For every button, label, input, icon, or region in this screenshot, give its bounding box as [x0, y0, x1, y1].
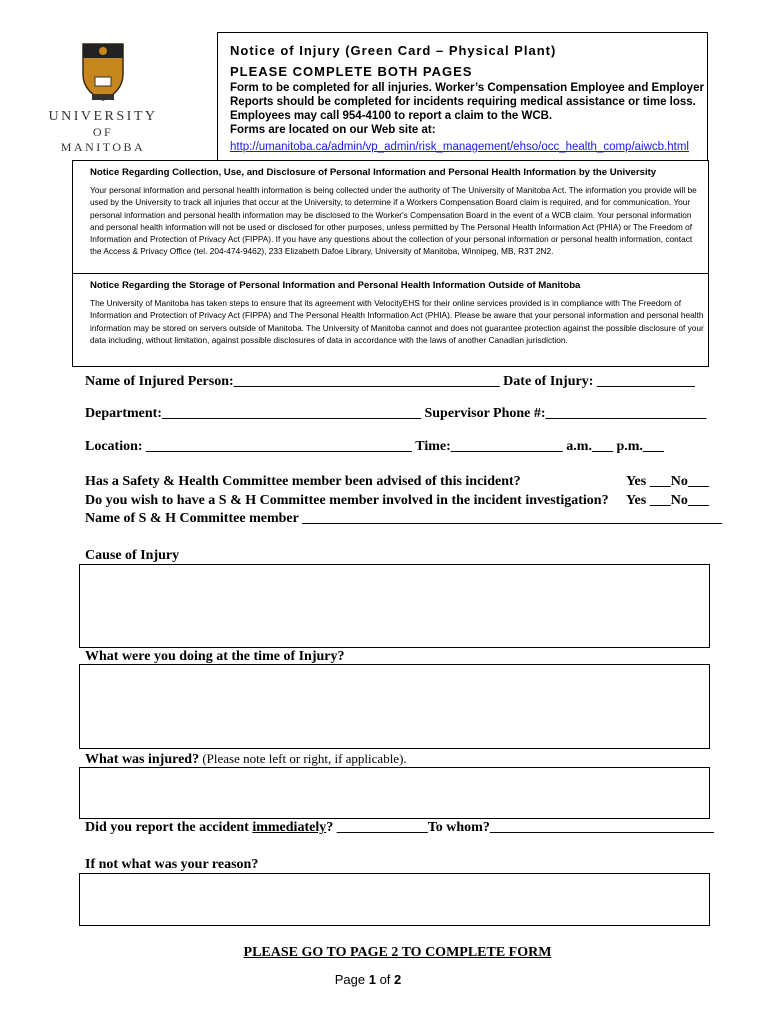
- doing-label: What were you doing at the time of Injury?: [85, 649, 345, 664]
- injured-textarea[interactable]: [79, 767, 710, 819]
- q-committee-advised: Has a Safety & Health Committee member been advised of this incident?: [85, 474, 521, 489]
- report-text-end: ? _____________To whom?________________________________: [326, 820, 714, 835]
- page-current: 1: [368, 972, 376, 987]
- name-date-field[interactable]: Name of Injured Person:______________________________________ Date of Injury: ______________: [85, 374, 695, 389]
- notice2-title: Notice Regarding the Storage of Personal Information and Personal Health Information Outside of Manitoba: [90, 280, 581, 291]
- department-phone-field[interactable]: Department:_____________________________________ Supervisor Phone #:_______________________: [85, 406, 707, 421]
- header-box: [217, 32, 708, 160]
- logo-line1: UNIVERSITY: [48, 109, 158, 124]
- notice2-body: The University of Manitoba has taken steps to ensure that its agreement with VelocityEHS for their online services provided is in compliance with The Freedom of Information and Protection of Privacy Act (FIPPA) and The Personal Health Information Act (PHIA). Please be aware that your personal information and personal health information may be stored on servers outside of Manitoba. The University of Manitoba cannot and does not guarantee protection against the possible disclosure of your data including, without limitation, against possible disclosures of data in accordance with the laws of another Canadian jurisdiction.: [90, 298, 704, 345]
- injured-label-text: What was injured?: [85, 752, 200, 767]
- form-title: Notice of Injury (Green Card – Physical Plant): [230, 43, 557, 58]
- header-line: Reports should be completed for incidents requiring medical assistance or time loss.: [230, 96, 696, 108]
- q2-yes-no[interactable]: Yes ___No___: [626, 493, 709, 508]
- cause-textarea[interactable]: [79, 564, 710, 648]
- injured-label: [85, 751, 407, 768]
- q-committee-involved: Do you wish to have a S & H Committee member involved in the incident investigation?: [85, 493, 609, 508]
- crest-icon: [78, 42, 128, 104]
- notice1-title: Notice Regarding Collection, Use, and Disclosure of Personal Information and Personal Health Information by the University: [90, 167, 657, 178]
- header-line: Forms are located on our Web site at:: [230, 124, 436, 136]
- forms-link[interactable]: http://umanitoba.ca/admin/vp_admin/risk_management/ehso/occ_health_comp/aiwcb.html: [230, 141, 689, 153]
- injured-note: (Please note left or right, if applicable).: [199, 751, 407, 766]
- location-time-field[interactable]: Location: ______________________________________ Time:________________ a.m.___ p.m.___: [85, 439, 664, 454]
- reason-label: If not what was your reason?: [85, 857, 259, 872]
- privacy-notice-box: [72, 160, 709, 367]
- doing-textarea[interactable]: [79, 664, 710, 749]
- notice1-body: Your personal information and personal health information is being collected under the authority of The University of Manitoba Act. The information you provide will be used by the University to track all injuries that occur at the University, to determine if a Workers Compensation Board claim is required, and for communication. Your personal information and personal health information may be disclosed to the Worker's Compensation Board in the event of a WCB claim. Your personal information and personal health information will not be used or disclosed for other purposes, unless permitted by The Personal Health Information Act (PHIA) or The Freedom of Information and Protection of Privacy Act (FIPPA). If you have any questions about the collection of your personal information or personal health information, contact the Access & Privacy Office (tel. 204-474-9462), 233 Elizabeth Dafoe Library, University of Manitoba, Winnipeg, MB, R3T 2N2.: [90, 185, 697, 257]
- page-prefix: Page: [334, 972, 369, 987]
- page-of: of: [375, 972, 395, 987]
- q1-yes-no[interactable]: Yes ___No___: [626, 474, 709, 489]
- university-logo: [48, 42, 158, 155]
- form-subtitle: PLEASE COMPLETE BOTH PAGES: [230, 64, 473, 79]
- report-field[interactable]: [85, 820, 714, 836]
- header-line: Form to be completed for all injuries. Worker’s Compensation Employee and Employer: [230, 82, 704, 94]
- header-line: Employees may call 954-4100 to report a claim to the WCB.: [230, 110, 553, 122]
- reason-textarea[interactable]: [79, 873, 710, 926]
- go-to-page2: PLEASE GO TO PAGE 2 TO COMPLETE FORM: [243, 945, 552, 960]
- report-text: Did you report the accident: [85, 820, 253, 835]
- report-emphasis: immediately: [252, 820, 327, 835]
- committee-member-field[interactable]: Name of S & H Committee member ____________________________________________________________: [85, 511, 723, 526]
- cause-label: Cause of Injury: [85, 548, 180, 563]
- page-total: 2: [394, 972, 402, 987]
- logo-line2: OF MANITOBA: [60, 125, 146, 154]
- page-number: [0, 972, 736, 987]
